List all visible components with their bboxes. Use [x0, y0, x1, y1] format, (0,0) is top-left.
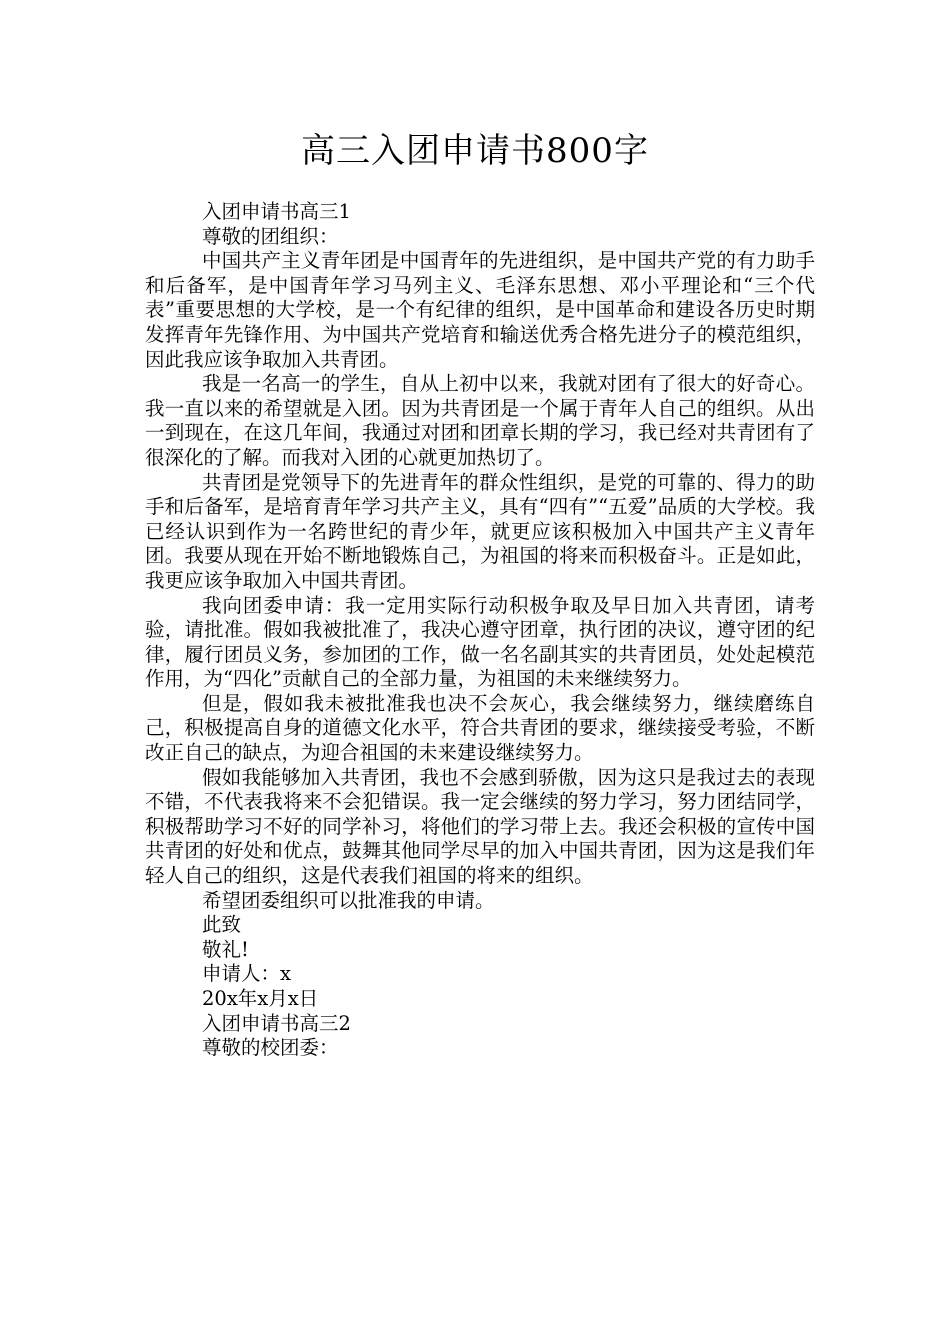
- paragraph-1: 中国共产主义青年团是中国青年的先进组织，是中国共产党的有力助手和后备军，是中国青年学习马列主义、毛泽东思想、邓小平理论和“三个代表”重要思想的大学校，是一个有纪律的组织，是中国革命和建设各历史时期发挥青年先锋作用、为中国共产党培育和输送优秀合格先进分子的模范组织，因此我应该争取加入共青团。: [145, 249, 815, 371]
- closing-cizhi: 此致: [202, 913, 242, 937]
- salutation-2: 尊敬的校团委：: [202, 1036, 339, 1060]
- section-heading-2: 入团申请书高三2: [202, 1011, 351, 1035]
- paragraph-2: 我是一名高一的学生，自从上初中以来，我就对团有了很大的好奇心。我一直以来的希望就是入团。因为共青团是一个属于青年人自己的组织。从出一到现在，在这几年间，我通过对团和团章长期的学习，我已经对共青团有了很深化的了解。而我对入团的心就更加热切了。: [145, 372, 815, 469]
- applicant-name: 申请人：x: [202, 962, 291, 986]
- closing-jingli: 敬礼!: [202, 937, 249, 961]
- salutation-1: 尊敬的团组织：: [202, 224, 339, 248]
- paragraph-6: 假如我能够加入共青团，我也不会感到骄傲，因为这只是我过去的表现不错，不代表我将来不会犯错误。我一定会继续的努力学习，努力团结同学，积极帮助学习不好的同学补习，将他们的学习带上去。我还会积极的宣传中国共青团的好处和优点，鼓舞其他同学尽早的加入中国共青团，因为这是我们年轻人自己的组织，这是代表我们祖国的将来的组织。: [145, 765, 815, 888]
- paragraph-3: 共青团是党领导下的先进青年的群众性组织，是党的可靠的、得力的助手和后备军，是培育青年学习共产主义，具有“四有”“五爱”品质的大学校。我已经认识到作为一名跨世纪的青少年，就更应该积极加入中国共产主义青年团。我要从现在开始不断地锻炼自己，为祖国的将来而积极奋斗。正是如此，我更应该争取加入中国共青团。: [145, 470, 815, 592]
- application-date: 20x年x月x日: [202, 987, 319, 1010]
- closing-request: 希望团委组织可以批准我的申请。: [202, 888, 495, 912]
- section-heading-1: 入团申请书高三1: [202, 200, 351, 223]
- paragraph-4: 我向团委申请：我一定用实际行动积极争取及早日加入共青团，请考验，请批准。假如我被批准了，我决心遵守团章，执行团的决议，遵守团的纪律，履行团员义务，参加团的工作，做一名名副其实的共青团员，处处起模范作用，为“四化”贡献自己的全部力量，为祖国的未来继续努力。: [145, 593, 815, 691]
- paragraph-5: 但是，假如我未被批准我也决不会灰心，我会继续努力，继续磨练自己，积极提高自身的道德文化水平，符合共青团的要求，继续接受考验，不断改正自己的缺点，为迎合祖国的未来建设继续努力。: [145, 691, 815, 765]
- document-title: 高三入团申请书800字: [301, 131, 649, 171]
- document-body: [145, 200, 815, 1061]
